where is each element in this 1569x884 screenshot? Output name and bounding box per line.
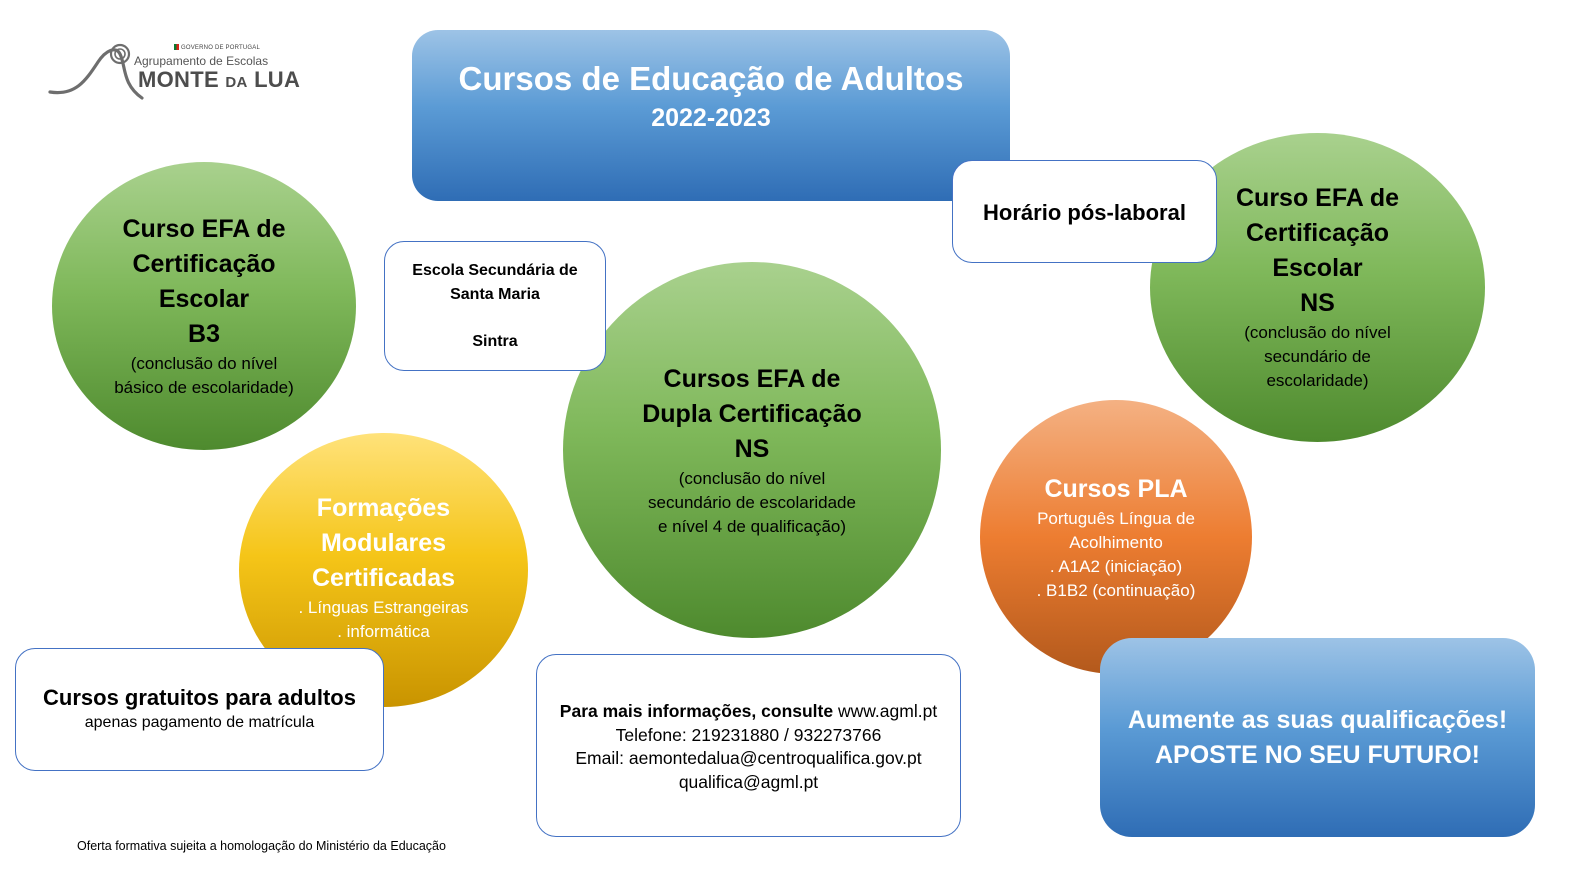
info-lead: Para mais informações, consulte www.agml.pt xyxy=(559,701,938,721)
schedule-box xyxy=(952,160,1217,263)
info-email-2[interactable]: qualifica@agml.pt xyxy=(678,771,819,792)
schedule-label: Horário pós-laboral xyxy=(983,200,1186,225)
course-dual-certification-title: Cursos EFA de Dupla Certificação NS xyxy=(642,365,862,463)
motivation-banner xyxy=(1100,638,1535,837)
free-courses-title: Cursos gratuitos para adultos xyxy=(43,685,356,710)
free-courses-box xyxy=(15,648,384,771)
logo-school-name: MONTE DA LUA xyxy=(138,67,301,92)
school-logo xyxy=(46,40,316,104)
school-town: Sintra xyxy=(472,333,518,350)
course-pla-detail: Português Língua de Acolhimento . A1A2 (iniciação) . B1B2 (continuação) xyxy=(1036,509,1196,600)
contact-info-box xyxy=(536,654,961,837)
school-location-box xyxy=(384,241,606,371)
banner-line1: Aumente as suas qualificações! xyxy=(1127,706,1508,734)
school-name-line1: Escola Secundária de xyxy=(412,262,578,279)
modular-training-detail: . Línguas Estrangeiras . informática xyxy=(298,598,469,641)
logo-group-label: Agrupamento de Escolas xyxy=(134,54,269,68)
course-efa-b3-circle xyxy=(52,162,356,450)
page-title: Cursos de Educação de Adultos xyxy=(458,60,964,97)
course-efa-b3-title: Curso EFA de Certificação Escolar B3 xyxy=(122,215,286,348)
course-dual-certification-detail: (conclusão do nível secundário de escolaridade e nível 4 de qualificação) xyxy=(648,469,856,536)
logo-government: GOVERNO DE PORTUGAL xyxy=(174,44,260,51)
school-year: 2022-2023 xyxy=(651,104,771,132)
course-pla-title: Cursos PLA xyxy=(1044,475,1188,503)
portugal-flag-icon xyxy=(174,44,179,50)
free-courses-subtitle: apenas pagamento de matrícula xyxy=(84,714,315,731)
course-pla-circle xyxy=(980,400,1252,674)
course-efa-b3-detail: (conclusão do nível básico de escolaridade) xyxy=(114,354,294,397)
header-banner xyxy=(412,30,1010,201)
course-efa-ns-title: Curso EFA de Certificação Escolar NS xyxy=(1236,184,1399,317)
banner-line2: APOSTE NO SEU FUTURO! xyxy=(1154,741,1480,769)
info-phone: Telefone: 219231880 / 932273766 xyxy=(615,724,882,745)
modular-training-title: Formações Modulares Certificadas xyxy=(311,494,456,592)
course-efa-ns-detail: (conclusão do nível secundário de escolaridade) xyxy=(1244,323,1391,390)
info-email[interactable]: Email: aemontedalua@centroqualifica.gov.pt xyxy=(575,748,922,768)
website-link[interactable]: www.agml.pt xyxy=(837,701,938,721)
course-dual-certification-circle xyxy=(563,262,941,638)
footer-note: Oferta formativa sujeita a homologação do Ministério da Educação xyxy=(77,839,446,853)
school-name-line2: Santa Maria xyxy=(450,286,540,303)
